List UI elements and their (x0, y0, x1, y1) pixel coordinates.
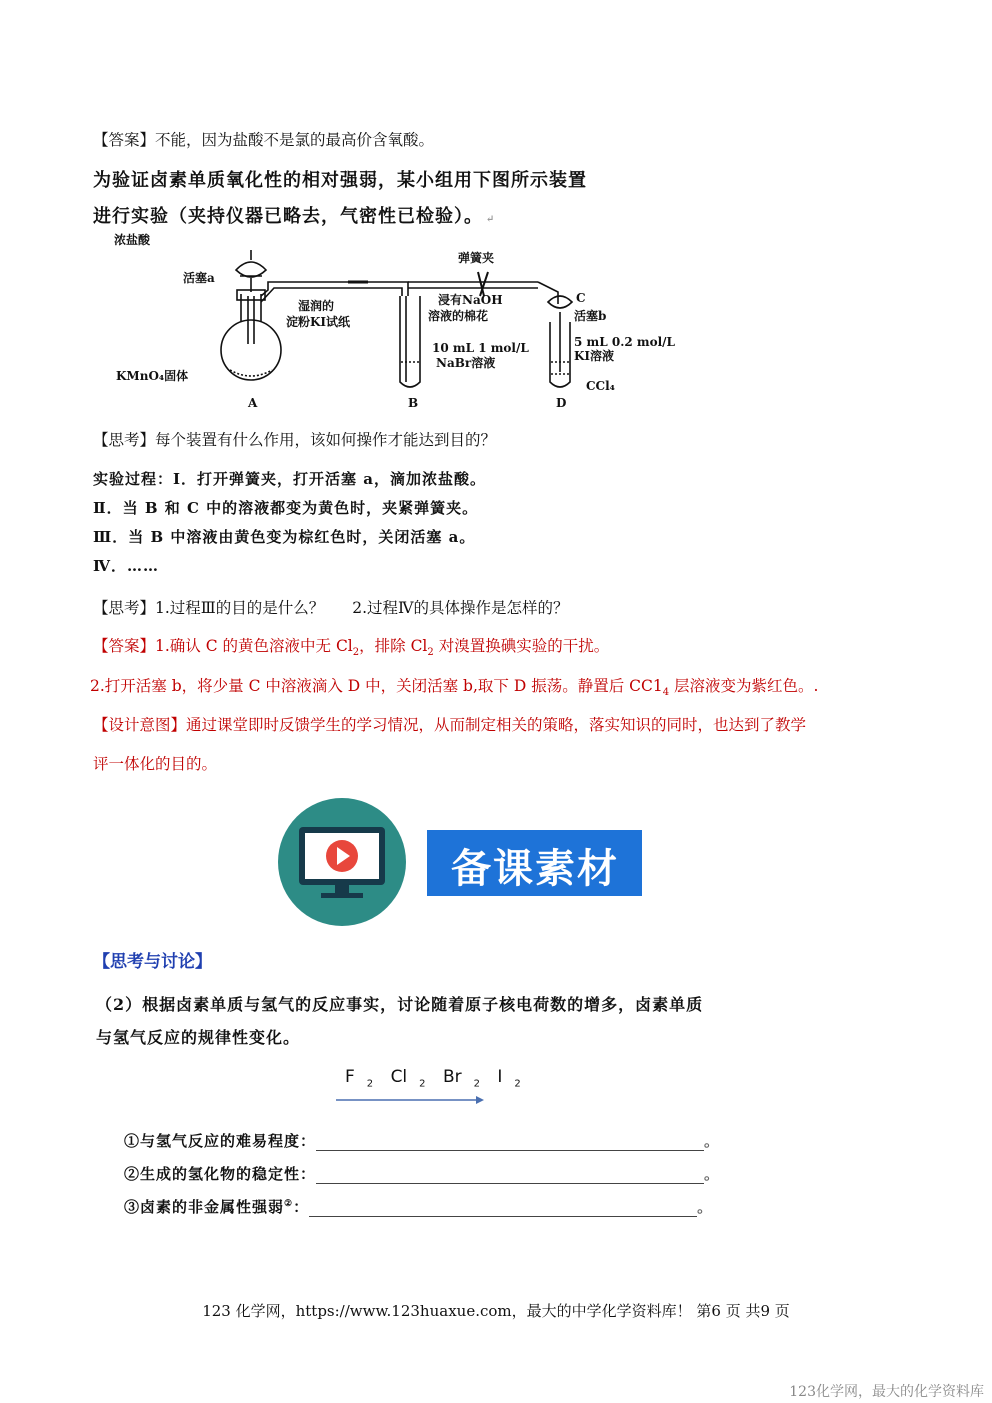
intro-line-1: 为验证卤素单质氧化性的相对强弱，某小组用下图所示装置 (93, 170, 587, 191)
intro-line-2: 进行实验（夹持仪器已略去，气密性已检验）。 ↵ (93, 206, 496, 227)
experiment-apparatus-diagram (108, 232, 708, 412)
flask-a (221, 250, 281, 380)
fill-item-3: ③卤素的非金属性强弱②： 。 (124, 1198, 714, 1216)
label-c: C (576, 291, 586, 305)
banner-title: 备课素材 (451, 846, 619, 892)
lesson-material-banner (277, 797, 647, 927)
discussion-question-2: 与氢气反应的规律性变化。 (96, 1028, 301, 1047)
label-ki-paper-2: 淀粉KI试纸 (286, 315, 351, 329)
halogen-f2: F $_2$ (345, 1067, 374, 1090)
label-stopcock-b: 活塞b (574, 309, 607, 323)
label-conc-hcl: 浓盐酸 (114, 233, 151, 247)
fill-item-1: ①与氢气反应的难易程度： 。 (124, 1132, 721, 1150)
halogen-cl2: Cl $_2$ (390, 1067, 426, 1090)
label-stopcock-a: 活塞a (183, 271, 215, 285)
label-d-solution-1: 5 mL 0.2 mol/L (574, 335, 675, 349)
trend-arrow-icon (336, 1095, 486, 1105)
tube-b (400, 296, 420, 387)
answer-line-3: 2.打开活塞 b，将少量 C 中溶液滴入 D 中，关闭活塞 b,取下 D 振荡。静置后 $CC1_4$ 层溶液变为紫红色。. (90, 677, 819, 699)
answer-line-2: 【答案】1.确认 C 的黄色溶液中无 $Cl_2$，排除 $Cl_2$ 对溴置换碘实验的干扰。 (93, 637, 610, 659)
halogen-sequence (345, 1067, 533, 1089)
discussion-question-1: （2）根据卤素单质与氢气的反应事实，讨论随着原子核电荷数的增多，卤素单质 (96, 995, 704, 1014)
label-naoh-1: 浸有NaOH (438, 293, 503, 307)
fill-item-2: ②生成的氢化物的稳定性： 。 (124, 1165, 721, 1183)
label-ki-paper-1: 湿润的 (298, 299, 335, 313)
label-d-solution-2: KI溶液 (574, 349, 615, 363)
halogen-i2: I $_2$ (497, 1067, 521, 1090)
label-ccl4: CCl₄ (586, 379, 615, 393)
process-step-4: Ⅳ．…… (93, 557, 160, 575)
process-step-1: 实验过程：Ⅰ．打开弹簧夹，打开活塞 a，滴加浓盐酸。 (93, 470, 486, 488)
answer-label: 【答案】 (93, 131, 156, 149)
label-tag-d: D (556, 396, 567, 410)
label-tag-a: A (248, 396, 258, 410)
page-footer: 123 化学网，https://www.123huaxue.com，最大的中学化学资料库！ 第6 页 共9 页 (202, 1302, 790, 1320)
answer-text: 不能，因为盐酸不是氯的最高价含氧酸。 (155, 131, 435, 149)
halogen-br2: Br $_2$ (442, 1067, 480, 1090)
label-tag-b: B (408, 396, 419, 410)
discussion-heading: 【思考与讨论】 (93, 952, 212, 972)
process-step-2: Ⅱ．当 B 和 C 中的溶液都变为黄色时，夹紧弹簧夹。 (93, 499, 479, 517)
answer-blank-2[interactable] (316, 1183, 704, 1184)
site-watermark: 123化学网，最大的化学资料库 (789, 1384, 984, 1400)
label-spring-clip: 弹簧夹 (458, 251, 495, 265)
label-naoh-2: 溶液的棉花 (428, 309, 489, 323)
answer-line-1 (93, 128, 434, 150)
process-step-3: Ⅲ．当 B 中溶液由黄色变为棕红色时，关闭活塞 a。 (93, 528, 476, 546)
think-line-1: 【思考】每个装置有什么作用，该如何操作才能达到目的？ (93, 431, 497, 449)
design-line-1: 【设计意图】通过课堂即时反馈学生的学习情况，从而制定相关的策略，落实知识的同时，也达到了教学 (93, 716, 807, 734)
answer-blank-3[interactable] (309, 1216, 697, 1217)
think-line-2: 【思考】1.过程Ⅲ的目的是什么？ 2.过程Ⅳ的具体操作是怎样的？ (93, 599, 569, 617)
tube-d (538, 282, 572, 387)
answer-blank-1[interactable] (316, 1150, 704, 1151)
design-line-2: 评一体化的目的。 (93, 755, 218, 773)
label-b-solution-1: 10 mL 1 mol/L (432, 341, 529, 355)
label-b-solution-2: NaBr溶液 (436, 356, 496, 370)
label-kmno4: KMnO₄固体 (116, 369, 189, 383)
